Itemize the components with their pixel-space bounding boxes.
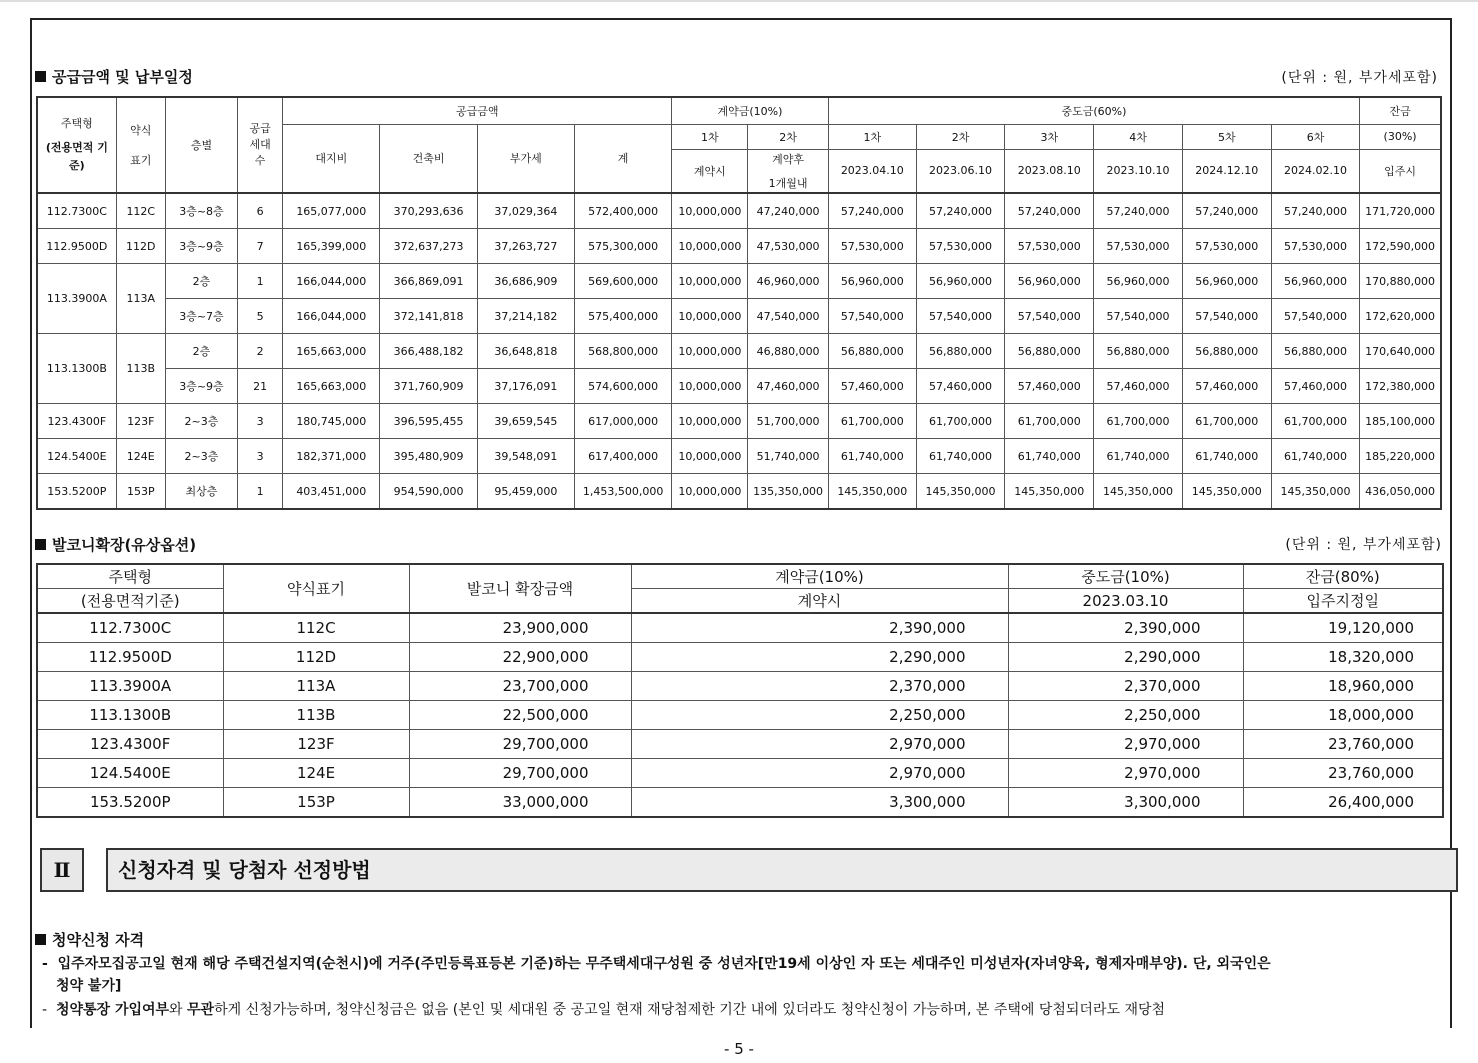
header-mid-date: 2023.10.10	[1094, 149, 1182, 193]
header-dep2: 2차	[748, 124, 828, 149]
cell-floor: 2~3층	[165, 404, 237, 439]
cell-build: 370,293,636	[380, 193, 477, 229]
header-mid: 중도금(10%)	[1008, 564, 1243, 589]
cell-balance: 18,960,000	[1243, 672, 1443, 701]
cell-abbr: 113B	[223, 701, 409, 730]
cell-type: 153.5200P	[37, 474, 116, 510]
header-supply: 공급금액	[283, 97, 672, 124]
cell-type: 153.5200P	[37, 788, 223, 818]
cell-land: 165,077,000	[283, 193, 380, 229]
cell-mid: 145,350,000	[1182, 474, 1271, 510]
cell-mid: 57,540,000	[1005, 299, 1094, 334]
cell-mid: 57,460,000	[1271, 369, 1359, 404]
cell-balance: 171,720,000	[1360, 193, 1441, 229]
cell-type: 112.7300C	[37, 613, 223, 643]
header-land: 대지비	[283, 124, 380, 193]
cell-mid: 57,530,000	[916, 229, 1004, 264]
header-abbr: 약식표기	[223, 564, 409, 613]
chapter-title: 신청자격 및 당첨자 선정방법	[106, 848, 1458, 892]
cell-abbr: 153P	[116, 474, 165, 510]
cell-floor: 3층~7층	[165, 299, 237, 334]
cell-balance: 23,760,000	[1243, 730, 1443, 759]
cell-mid: 57,460,000	[916, 369, 1004, 404]
cell-balance: 26,400,000	[1243, 788, 1443, 818]
cell-mid: 56,960,000	[1271, 264, 1359, 299]
cell-land: 403,451,000	[283, 474, 380, 510]
cell-mid: 2,970,000	[1008, 730, 1243, 759]
cell-mid: 145,350,000	[916, 474, 1004, 510]
cell-mid: 57,540,000	[1182, 299, 1271, 334]
header-dep1-when: 계약시	[672, 149, 748, 193]
cell-dep1: 10,000,000	[672, 193, 748, 229]
cell-balance: 185,100,000	[1360, 404, 1441, 439]
cell-dep2: 47,540,000	[748, 299, 828, 334]
cell-type: 113.1300B	[37, 334, 116, 404]
table-row	[37, 701, 1443, 730]
header-mid-when: 2023.03.10	[1008, 589, 1243, 614]
cell-balance: 18,000,000	[1243, 701, 1443, 730]
table-row	[37, 643, 1443, 672]
header-mid-round: 1차	[828, 124, 916, 149]
cell-mid: 57,460,000	[1005, 369, 1094, 404]
cell-mid: 57,540,000	[916, 299, 1004, 334]
cell-mid: 61,740,000	[1182, 439, 1271, 474]
cell-dep2: 51,740,000	[748, 439, 828, 474]
cell-abbr: 113A	[116, 264, 165, 334]
cell-total: 617,400,000	[574, 439, 671, 474]
supply-table-body	[37, 193, 1441, 509]
cell-mid: 2,390,000	[1008, 613, 1243, 643]
table-row	[37, 193, 1441, 229]
cell-amount: 33,000,000	[409, 788, 631, 818]
square-bullet-icon	[35, 539, 46, 550]
cell-type: 112.9500D	[37, 229, 116, 264]
cell-mid: 57,530,000	[1094, 229, 1182, 264]
cell-vat: 39,548,091	[477, 439, 574, 474]
header-total: 계	[574, 124, 671, 193]
cell-floor: 최상층	[165, 474, 237, 510]
cell-land: 165,663,000	[283, 369, 380, 404]
cell-units: 1	[238, 264, 283, 299]
cell-units: 2	[238, 334, 283, 369]
cell-type: 112.7300C	[37, 193, 116, 229]
cell-dep2: 47,240,000	[748, 193, 828, 229]
cell-build: 954,590,000	[380, 474, 477, 510]
cell-mid: 2,290,000	[1008, 643, 1243, 672]
cell-vat: 36,648,818	[477, 334, 574, 369]
cell-mid: 57,460,000	[1182, 369, 1271, 404]
cell-land: 166,044,000	[283, 264, 380, 299]
cell-mid: 56,960,000	[1094, 264, 1182, 299]
cell-balance: 436,050,000	[1360, 474, 1441, 510]
cell-deposit: 2,970,000	[631, 759, 1008, 788]
cell-mid: 57,240,000	[828, 193, 916, 229]
cell-abbr: 113B	[116, 334, 165, 404]
cell-vat: 95,459,000	[477, 474, 574, 510]
cell-mid: 57,540,000	[1271, 299, 1359, 334]
cell-amount: 22,900,000	[409, 643, 631, 672]
header-abbr: 약식 표기	[116, 97, 165, 193]
cell-dep1: 10,000,000	[672, 404, 748, 439]
cell-dep1: 10,000,000	[672, 474, 748, 510]
cell-mid: 56,880,000	[1182, 334, 1271, 369]
cell-mid: 61,700,000	[1094, 404, 1182, 439]
cell-dep2: 135,350,000	[748, 474, 828, 510]
header-balance-pct: (30%)	[1360, 124, 1441, 149]
cell-units: 3	[238, 439, 283, 474]
cell-build: 396,595,455	[380, 404, 477, 439]
cell-mid: 2,370,000	[1008, 672, 1243, 701]
cell-deposit: 2,250,000	[631, 701, 1008, 730]
header-dep1: 1차	[672, 124, 748, 149]
cell-type: 113.3900A	[37, 672, 223, 701]
cell-build: 366,869,091	[380, 264, 477, 299]
table-row	[37, 759, 1443, 788]
cell-mid: 57,540,000	[828, 299, 916, 334]
cell-mid: 57,460,000	[1094, 369, 1182, 404]
cell-mid: 2,970,000	[1008, 759, 1243, 788]
header-amount: 발코니 확장금액	[409, 564, 631, 613]
cell-build: 366,488,182	[380, 334, 477, 369]
header-type: 주택형	[37, 564, 223, 589]
unit-note: (단위 : 원, 부가세포함)	[1281, 70, 1438, 86]
cell-type: 124.5400E	[37, 759, 223, 788]
cell-dep2: 46,880,000	[748, 334, 828, 369]
cell-type: 124.5400E	[37, 439, 116, 474]
cell-mid: 61,740,000	[1271, 439, 1359, 474]
cell-deposit: 2,970,000	[631, 730, 1008, 759]
cell-mid: 57,530,000	[828, 229, 916, 264]
top-divider	[0, 0, 1478, 2]
cell-units: 3	[238, 404, 283, 439]
cell-amount: 29,700,000	[409, 730, 631, 759]
cell-abbr: 123F	[223, 730, 409, 759]
header-mid-round: 2차	[916, 124, 1004, 149]
cell-units: 6	[238, 193, 283, 229]
cell-mid: 2,250,000	[1008, 701, 1243, 730]
cell-mid: 145,350,000	[1271, 474, 1359, 510]
cell-units: 21	[238, 369, 283, 404]
chapter-number: Ⅱ	[40, 848, 84, 892]
header-mid-round: 4차	[1094, 124, 1182, 149]
table-row	[37, 672, 1443, 701]
cell-vat: 37,214,182	[477, 299, 574, 334]
cell-mid: 56,960,000	[828, 264, 916, 299]
cell-mid: 61,700,000	[1005, 404, 1094, 439]
cell-abbr: 112C	[223, 613, 409, 643]
cell-mid: 56,880,000	[1094, 334, 1182, 369]
cell-dep2: 51,700,000	[748, 404, 828, 439]
header-floor: 층별	[165, 97, 237, 193]
cell-mid: 56,880,000	[916, 334, 1004, 369]
cell-vat: 37,263,727	[477, 229, 574, 264]
cell-floor: 2층	[165, 264, 237, 299]
cell-balance: 185,220,000	[1360, 439, 1441, 474]
header-mid-round: 5차	[1182, 124, 1271, 149]
header-type: 주택형 (전용면적 기준)	[37, 97, 116, 193]
cell-total: 617,000,000	[574, 404, 671, 439]
cell-mid: 56,880,000	[1271, 334, 1359, 369]
table-row	[37, 264, 1441, 299]
eligibility-line-1b: 청약 불가]	[56, 978, 122, 994]
header-mid-date: 2023.04.10	[828, 149, 916, 193]
cell-mid: 57,530,000	[1271, 229, 1359, 264]
cell-floor: 2~3층	[165, 439, 237, 474]
cell-balance: 172,380,000	[1360, 369, 1441, 404]
header-build: 건축비	[380, 124, 477, 193]
chapter-heading	[40, 848, 1446, 892]
table-row	[37, 404, 1441, 439]
cell-deposit: 3,300,000	[631, 788, 1008, 818]
table-row	[37, 474, 1441, 510]
cell-vat: 37,029,364	[477, 193, 574, 229]
header-balance: 잔금	[1360, 97, 1441, 124]
square-bullet-icon	[35, 934, 46, 945]
cell-land: 166,044,000	[283, 299, 380, 334]
cell-type: 113.1300B	[37, 701, 223, 730]
section-title-balcony: 발코니확장(유상옵션)	[35, 534, 196, 555]
cell-abbr: 112D	[223, 643, 409, 672]
cell-mid: 57,240,000	[1271, 193, 1359, 229]
cell-amount: 29,700,000	[409, 759, 631, 788]
cell-dep1: 10,000,000	[672, 439, 748, 474]
cell-land: 180,745,000	[283, 404, 380, 439]
cell-mid: 61,700,000	[1182, 404, 1271, 439]
cell-balance: 172,590,000	[1360, 229, 1441, 264]
header-vat: 부가세	[477, 124, 574, 193]
cell-dep2: 47,530,000	[748, 229, 828, 264]
header-mid: 중도금(60%)	[828, 97, 1359, 124]
cell-abbr: 153P	[223, 788, 409, 818]
cell-deposit: 2,390,000	[631, 613, 1008, 643]
header-balance: 잔금(80%)	[1243, 564, 1443, 589]
cell-mid: 57,240,000	[1005, 193, 1094, 229]
table-row	[37, 613, 1443, 643]
cell-total: 569,600,000	[574, 264, 671, 299]
header-units: 공급 세대 수	[238, 97, 283, 193]
cell-units: 5	[238, 299, 283, 334]
square-bullet-icon	[35, 71, 46, 82]
header-type-sub: (전용면적기준)	[37, 589, 223, 614]
cell-total: 575,300,000	[574, 229, 671, 264]
cell-abbr: 123F	[116, 404, 165, 439]
cell-mid: 56,960,000	[1005, 264, 1094, 299]
cell-mid: 57,530,000	[1182, 229, 1271, 264]
cell-mid: 61,740,000	[1005, 439, 1094, 474]
cell-land: 165,663,000	[283, 334, 380, 369]
cell-balance: 170,880,000	[1360, 264, 1441, 299]
cell-dep1: 10,000,000	[672, 229, 748, 264]
cell-abbr: 112C	[116, 193, 165, 229]
cell-mid: 145,350,000	[828, 474, 916, 510]
cell-mid: 57,240,000	[916, 193, 1004, 229]
table-row	[37, 334, 1441, 369]
cell-mid: 61,740,000	[916, 439, 1004, 474]
cell-floor: 2층	[165, 334, 237, 369]
cell-dep2: 46,960,000	[748, 264, 828, 299]
cell-land: 165,399,000	[283, 229, 380, 264]
table-row	[37, 439, 1441, 474]
cell-mid: 57,460,000	[828, 369, 916, 404]
cell-deposit: 2,290,000	[631, 643, 1008, 672]
cell-dep1: 10,000,000	[672, 264, 748, 299]
cell-balance: 23,760,000	[1243, 759, 1443, 788]
section-title-supply: 공급금액 및 납부일정	[35, 66, 193, 87]
cell-dep1: 10,000,000	[672, 334, 748, 369]
cell-abbr: 124E	[223, 759, 409, 788]
cell-type: 113.3900A	[37, 264, 116, 334]
cell-total: 572,400,000	[574, 193, 671, 229]
unit-note: (단위 : 원, 부가세포함)	[1285, 537, 1442, 553]
table-row	[37, 369, 1441, 404]
header-dep2-when: 계약후 1개월내	[748, 149, 828, 193]
cell-total: 1,453,500,000	[574, 474, 671, 510]
header-mid-date: 2024.12.10	[1182, 149, 1271, 193]
header-mid-date: 2023.06.10	[916, 149, 1004, 193]
cell-dep2: 47,460,000	[748, 369, 828, 404]
cell-total: 568,800,000	[574, 334, 671, 369]
header-deposit: 계약금(10%)	[672, 97, 828, 124]
cell-dep1: 10,000,000	[672, 369, 748, 404]
cell-vat: 37,176,091	[477, 369, 574, 404]
page-number: - 5 -	[724, 1040, 754, 1058]
cell-mid: 145,350,000	[1005, 474, 1094, 510]
cell-mid: 56,960,000	[916, 264, 1004, 299]
cell-mid: 57,530,000	[1005, 229, 1094, 264]
cell-abbr: 124E	[116, 439, 165, 474]
header-mid-date: 2024.02.10	[1271, 149, 1359, 193]
cell-mid: 61,740,000	[1094, 439, 1182, 474]
header-mid-date: 2023.08.10	[1005, 149, 1094, 193]
cell-balance: 18,320,000	[1243, 643, 1443, 672]
cell-mid: 56,960,000	[1182, 264, 1271, 299]
cell-balance: 170,640,000	[1360, 334, 1441, 369]
cell-amount: 23,900,000	[409, 613, 631, 643]
header-mid-round: 6차	[1271, 124, 1359, 149]
cell-floor: 3층~8층	[165, 193, 237, 229]
cell-vat: 39,659,545	[477, 404, 574, 439]
cell-mid: 56,880,000	[828, 334, 916, 369]
supply-price-table	[36, 96, 1442, 510]
balcony-table	[36, 563, 1444, 818]
cell-mid: 61,700,000	[1271, 404, 1359, 439]
header-deposit: 계약금(10%)	[631, 564, 1008, 589]
cell-type: 123.4300F	[37, 730, 223, 759]
cell-mid: 56,880,000	[1005, 334, 1094, 369]
header-balance-when: 입주시	[1360, 149, 1441, 193]
cell-amount: 22,500,000	[409, 701, 631, 730]
header-mid-round: 3차	[1005, 124, 1094, 149]
header-deposit-when: 계약시	[631, 589, 1008, 614]
eligibility-line-2: - 청약통장 가입여부와 무관하게 신청가능하며, 청약신청금은 없음 (본인 및 세대원 중 공고일 현재 재당첨제한 기간 내에 있더라도 청약신청이 가능하며, 본 주택에 당첨되더라도 재당첨	[42, 1002, 1166, 1018]
cell-mid: 61,700,000	[916, 404, 1004, 439]
cell-mid: 57,240,000	[1094, 193, 1182, 229]
table-row	[37, 788, 1443, 818]
cell-type: 112.9500D	[37, 643, 223, 672]
cell-mid: 57,240,000	[1182, 193, 1271, 229]
cell-build: 371,760,909	[380, 369, 477, 404]
cell-land: 182,371,000	[283, 439, 380, 474]
cell-vat: 36,686,909	[477, 264, 574, 299]
cell-type: 123.4300F	[37, 404, 116, 439]
balcony-table-body	[37, 613, 1443, 817]
eligibility-line-1: - 입주자모집공고일 현재 해당 주택건설지역(순천시)에 거주(주민등록표등본 기준)하는 무주택세대구성원 중 성년자[만19세 이상인 자 또는 세대주인 미성년자(자녀양육, 형제자매부양). 단, 외국인은	[42, 956, 1271, 972]
cell-balance: 19,120,000	[1243, 613, 1443, 643]
cell-build: 372,637,273	[380, 229, 477, 264]
cell-build: 395,480,909	[380, 439, 477, 474]
cell-units: 1	[238, 474, 283, 510]
cell-floor: 3층~9층	[165, 369, 237, 404]
cell-floor: 3층~9층	[165, 229, 237, 264]
cell-deposit: 2,370,000	[631, 672, 1008, 701]
cell-mid: 57,540,000	[1094, 299, 1182, 334]
cell-total: 575,400,000	[574, 299, 671, 334]
cell-amount: 23,700,000	[409, 672, 631, 701]
cell-abbr: 112D	[116, 229, 165, 264]
cell-mid: 145,350,000	[1094, 474, 1182, 510]
header-balance-when: 입주지정일	[1243, 589, 1443, 614]
table-row	[37, 730, 1443, 759]
cell-mid: 3,300,000	[1008, 788, 1243, 818]
table-row	[37, 299, 1441, 334]
cell-units: 7	[238, 229, 283, 264]
cell-mid: 61,740,000	[828, 439, 916, 474]
cell-balance: 172,620,000	[1360, 299, 1441, 334]
cell-mid: 61,700,000	[828, 404, 916, 439]
cell-dep1: 10,000,000	[672, 299, 748, 334]
table-row	[37, 229, 1441, 264]
section-title-eligibility: 청약신청 자격	[35, 929, 144, 950]
cell-build: 372,141,818	[380, 299, 477, 334]
cell-total: 574,600,000	[574, 369, 671, 404]
cell-abbr: 113A	[223, 672, 409, 701]
